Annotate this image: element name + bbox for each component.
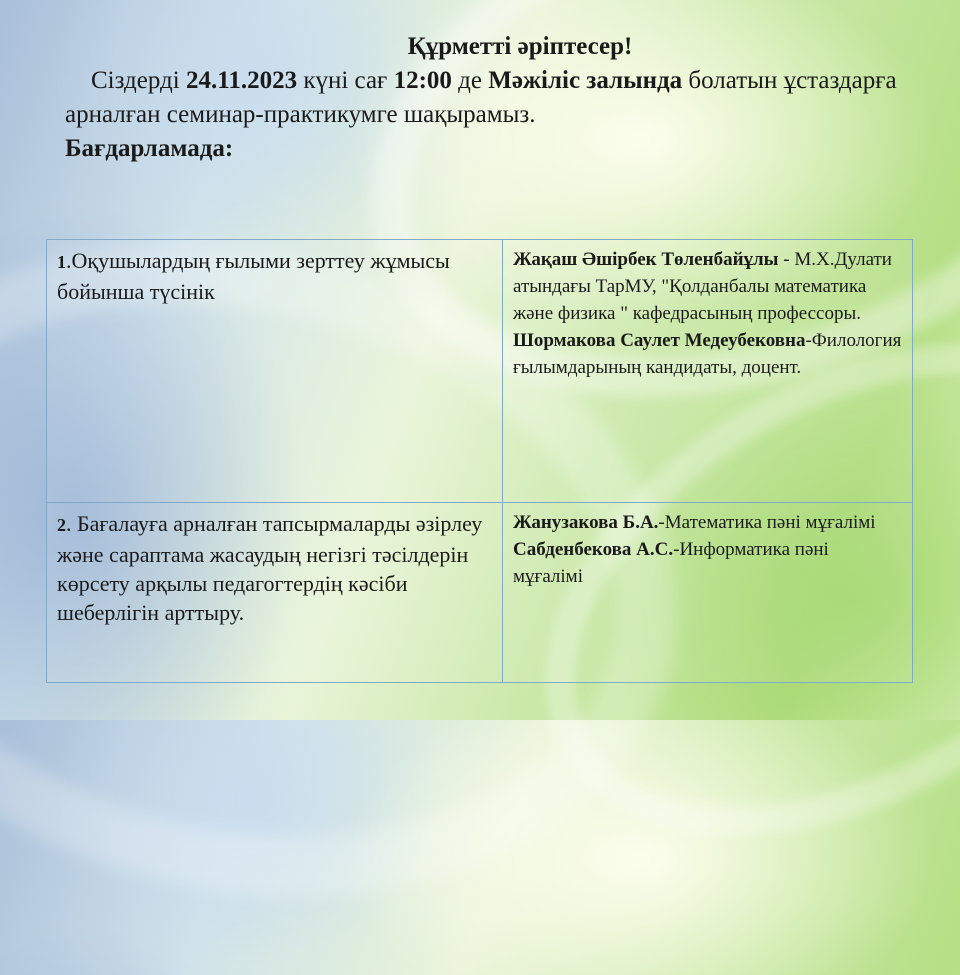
- speaker-separator: -: [658, 512, 665, 533]
- speaker-name: Шормакова Саулет Медеубековна: [513, 330, 806, 351]
- invitation-header: [0, 30, 960, 166]
- intro-text-1: Сіздерді: [91, 67, 186, 94]
- speaker-cell: [503, 240, 913, 503]
- speaker-description: Информатика пәні мұғалімі: [513, 539, 829, 587]
- event-venue: Мәжіліс залында: [488, 67, 683, 94]
- topic-cell: [47, 240, 503, 503]
- intro-text-3: де: [451, 67, 489, 94]
- speaker-name: Сабденбекова А.С.: [513, 539, 674, 560]
- speaker-description: М.Х.Дулати атындағы ТарМУ, "Қолданбалы математика және физика " кафедрасының профессоры.: [513, 249, 892, 324]
- intro-text-4: болатын ұстаздарға арналған семинар-практикумге шақырамыз.: [65, 67, 897, 128]
- speaker-entry: [513, 327, 902, 381]
- speaker-name: Жақаш Әшірбек Төленбайұлы: [513, 249, 779, 270]
- topic-cell: [47, 503, 503, 683]
- speaker-entry: [513, 536, 902, 590]
- speaker-separator: -: [778, 249, 795, 270]
- speaker-cell: [503, 503, 913, 683]
- invitation-text: [65, 64, 900, 132]
- topic-title: .Оқушылардың ғылыми зерттеу жұмысы бойынша түсінік: [57, 248, 450, 304]
- program-table: [46, 239, 913, 683]
- topic-number: 2: [57, 515, 66, 535]
- speaker-entry: [513, 509, 902, 536]
- topic-text: [57, 509, 492, 627]
- speaker-description: Математика пәні мұғалімі: [664, 512, 876, 533]
- topic-number: 1: [57, 252, 66, 272]
- speaker-description: Филология ғылымдарының кандидаты, доцент.: [513, 330, 902, 378]
- event-time: 12:00: [393, 67, 452, 94]
- table-row: [47, 240, 913, 503]
- greeting-title: Құрметті әріптесер!: [407, 33, 633, 60]
- speaker-name: Жанузакова Б.А.: [513, 512, 659, 533]
- topic-text: [57, 246, 492, 306]
- speaker-entry: [513, 246, 902, 327]
- program-label: Бағдарламада:: [65, 135, 234, 162]
- event-date: 24.11.2023: [185, 67, 298, 94]
- intro-text-2: күні сағ: [297, 67, 394, 94]
- speaker-separator: -: [805, 330, 812, 351]
- speaker-separator: -: [673, 539, 680, 560]
- table-row: [47, 503, 913, 683]
- topic-title: . Бағалауға арналған тапсырмаларды әзірлеу және сараптама жасаудың негізгі тәсілдерін көрсету арқылы педагогтердің кәсіби шеберлігін арттыру.: [57, 511, 483, 625]
